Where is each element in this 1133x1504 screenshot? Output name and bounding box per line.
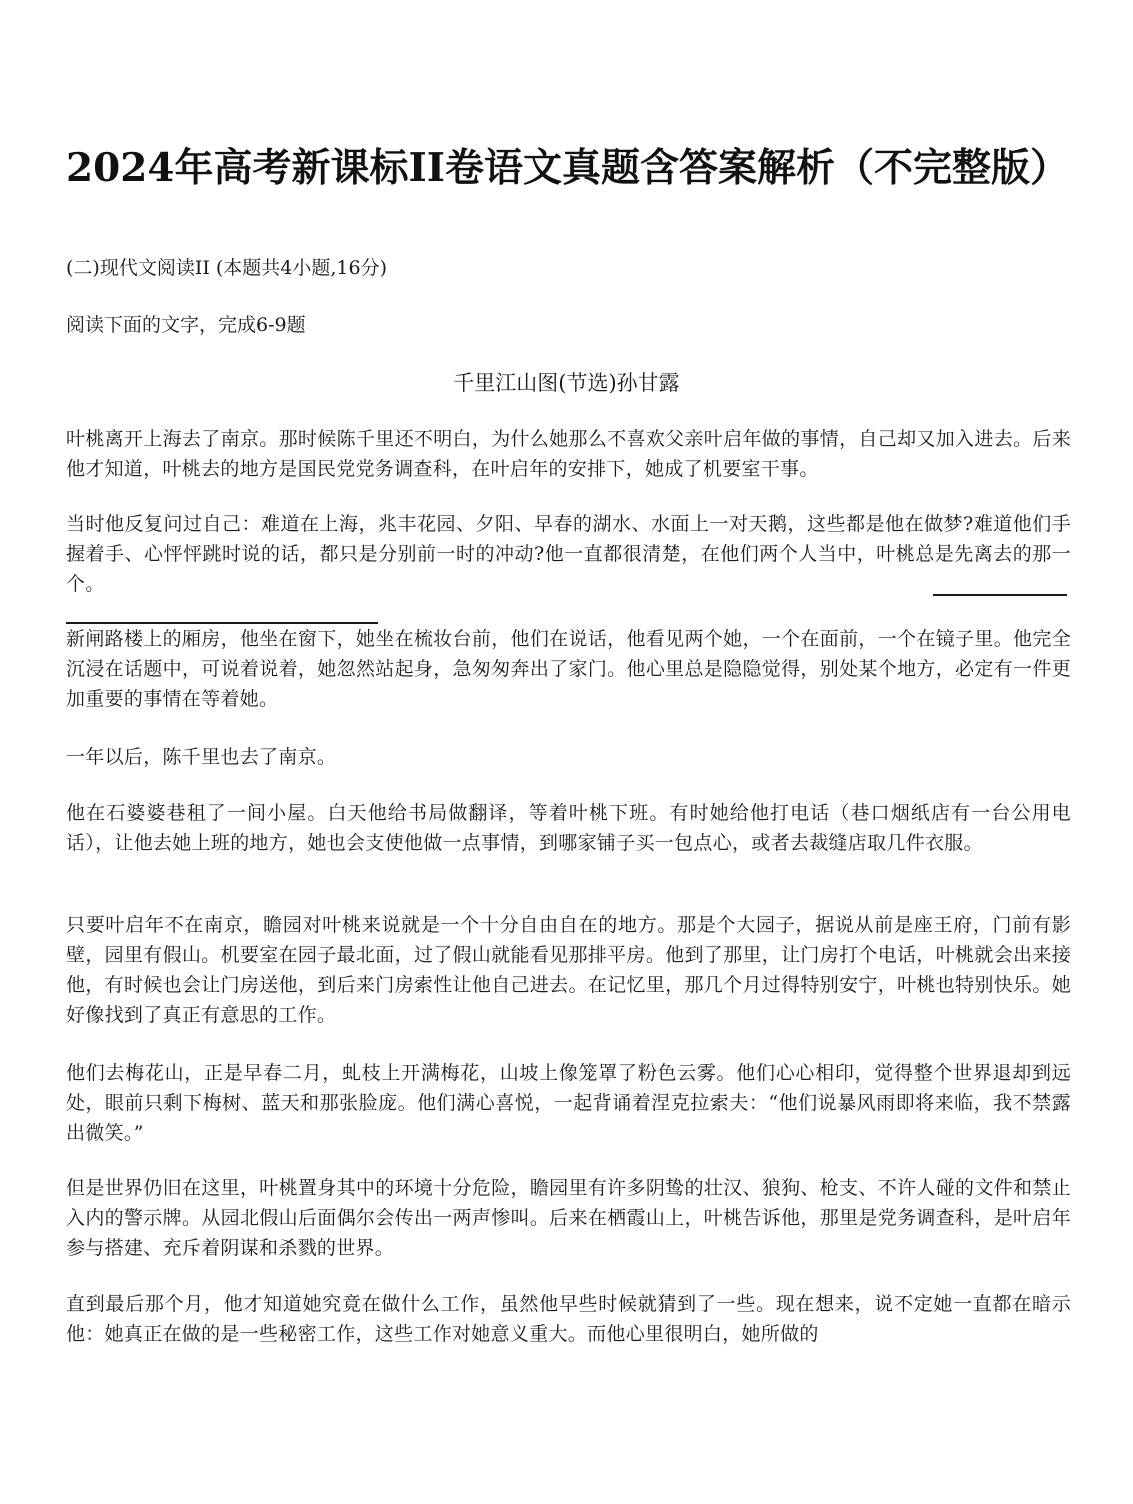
paragraph-1: 叶桃离开上海去了南京。那时候陈千里还不明白，为什么她那么不喜欢父亲叶启年做的事情，自己却又加入进去。后来他才知道，叶桃去的地方是国民党党务调查科，在叶启年的安排下，她成了机要室干事。: [66, 428, 1071, 480]
paragraph-6: 只要叶启年不在南京，瞻园对叶桃来说就是一个十分自由自在的地方。那是个大园子，据说从前是座王府，门前有影壁，园里有假山。机要室在园子最北面，过了假山就能看见那排平房。他到了那里，让门房打个电话，叶桃就会出来接他，有时候也会让门房送他，到后来门房索性让他自己进去。在记忆里，那几个月过得特别安宁，叶桃也特别快乐。她好像找到了真正有意思的工作。: [66, 914, 1071, 1026]
paragraph-7: 他们去梅花山，正是早春二月，虬枝上开满梅花，山坡上像笼罩了粉色云雾。他们心心相印，觉得整个世界退却到远处，眼前只剩下梅树、蓝天和那张脸庞。他们满心喜悦，一起背诵着涅克拉索夫：“他们说暴风雨即将来临，我不禁露出微笑。”: [66, 1062, 1071, 1144]
paragraph-5: 他在石婆婆巷租了一间小屋。白天他给书局做翻译，等着叶桃下班。有时她给他打电话（巷口烟纸店有一台公用电话），让他去她上班的地方，她也会支使他做一点事情，到哪家铺子买一包点心，或者去裁缝店取几件衣服。: [66, 802, 1071, 854]
paragraph-8: 但是世界仍旧在这里，叶桃置身其中的环境十分危险，瞻园里有许多阴鸷的壮汉、狼狗、枪支、不许人碰的文件和禁止入内的警示牌。从园北假山后面偶尔会传出一两声惨叫。后来在栖霞山上，叶桃告诉他，那里是党务调查科，是叶启年参与搭建、充斥着阴谋和杀戮的世界。: [66, 1177, 1071, 1259]
paragraph-9: 直到最后那个月，他才知道她究竟在做什么工作，虽然他早些时候就猜到了一些。现在想来，说不定她一直都在暗示他：她真正在做的是一些秘密工作，这些工作对她意义重大。而他心里很明白，她所做的: [66, 1293, 1071, 1345]
paragraph-4: 一年以后，陈千里也去了南京。: [66, 746, 337, 768]
paragraph-3: 新闸路楼上的厢房，他坐在窗下，她坐在梳妆台前，他们在说话，他看见两个她，一个在面前，一个在镜子里。他完全沉浸在话题中，可说着说着，她忽然站起身，急匆匆奔出了家门。他心里总是隐隐觉得，别处某个地方，必定有一件更加重要的事情在等着她。: [66, 628, 1071, 710]
reading-instruction: 阅读下面的文字，完成6-9题: [66, 314, 306, 336]
underline-rule-right: [933, 594, 1067, 596]
paragraph-2: 当时他反复问过自己：难道在上海，兆丰花园、夕阳、早春的湖水、水面上一对天鹅，这些都是他在做梦?难道他们手握着手、心怦怦跳时说的话，都只是分别前一时的冲动?他一直都很清楚，在他们两个人当中，叶桃总是先离去的那一个。: [66, 513, 1071, 595]
section-heading: (二)现代文阅读II (本题共4小题,16分): [66, 257, 388, 279]
article-title: 千里江山图(节选)孙甘露: [453, 371, 680, 395]
document-title: 2024年高考新课标II卷语文真题含答案解析（不完整版）: [66, 145, 1070, 191]
